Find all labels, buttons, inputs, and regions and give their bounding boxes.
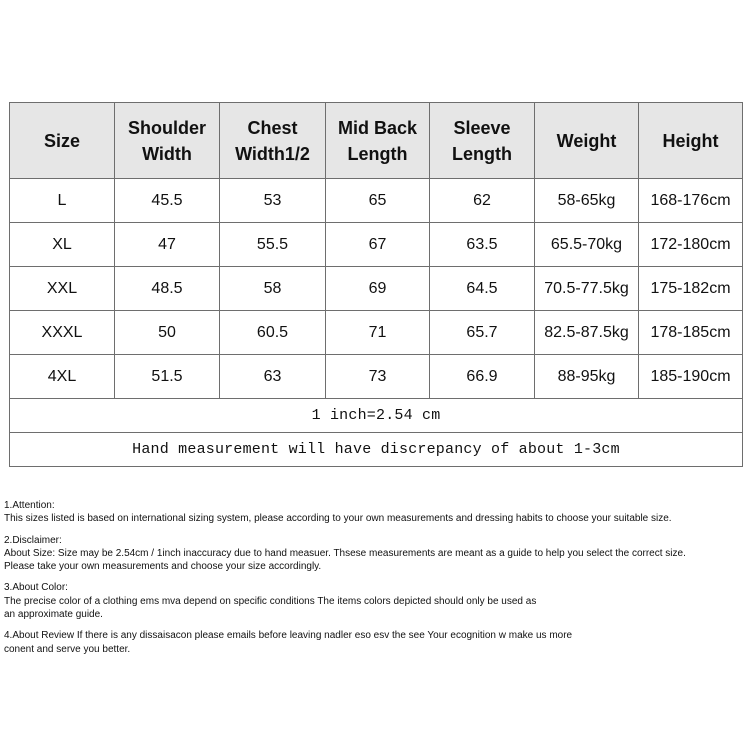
table-cell: L <box>10 179 115 223</box>
header-height: Height <box>639 103 743 179</box>
table-cell: 64.5 <box>430 267 535 311</box>
table-cell: 53 <box>220 179 326 223</box>
table-cell: 70.5-77.5kg <box>535 267 639 311</box>
table-cell: XL <box>10 223 115 267</box>
note-line: Please take your own measurements and choose your size accordingly. <box>4 561 322 573</box>
note-title: 1.Attention: <box>4 500 55 511</box>
table-header-row <box>10 103 743 179</box>
note-line: an approximate guide. <box>4 609 103 621</box>
table-cell: 63.5 <box>430 223 535 267</box>
note-line: The precise color of a clothing ems mva depend on specific conditions The items colors depicted should only be used as <box>4 595 537 607</box>
table-cell: 48.5 <box>115 267 220 311</box>
size-chart-table <box>9 102 743 467</box>
discrepancy-note: Hand measurement will have discrepancy of about 1-3cm <box>10 433 743 467</box>
table-row <box>10 223 743 267</box>
notes-section <box>4 499 748 664</box>
table-cell: 63 <box>220 355 326 399</box>
note-line: This sizes listed is based on international sizing system, please according to your own measurements and dressing habits to choose your suitable size. <box>4 513 672 525</box>
discrepancy-note-row <box>10 433 743 467</box>
table-cell: 185-190cm <box>639 355 743 399</box>
table-cell: 71 <box>326 311 430 355</box>
table-cell: 65.7 <box>430 311 535 355</box>
note-attention <box>4 499 748 526</box>
header-mid-back-length: Mid Back Length <box>326 103 430 179</box>
table-cell: 4XL <box>10 355 115 399</box>
header-chest-width: Chest Width1/2 <box>220 103 326 179</box>
table-row <box>10 267 743 311</box>
table-cell: 58-65kg <box>535 179 639 223</box>
table-cell: 175-182cm <box>639 267 743 311</box>
table-cell: 67 <box>326 223 430 267</box>
note-about-review <box>4 629 748 656</box>
table-cell: 168-176cm <box>639 179 743 223</box>
table-cell: 62 <box>430 179 535 223</box>
header-size: Size <box>10 103 115 179</box>
table-cell: 55.5 <box>220 223 326 267</box>
conversion-note-row <box>10 399 743 433</box>
table-row <box>10 179 743 223</box>
table-cell: XXXL <box>10 311 115 355</box>
table-cell: 69 <box>326 267 430 311</box>
table-cell: 45.5 <box>115 179 220 223</box>
note-line: conent and serve you better. <box>4 643 131 655</box>
header-shoulder-width: Shoulder Width <box>115 103 220 179</box>
note-line: About Size: Size may be 2.54cm / 1inch inaccuracy due to hand measuer. Thsese measurements are meant as a guide to help you select the correct size. <box>4 547 686 559</box>
table-cell: 88-95kg <box>535 355 639 399</box>
table-cell: 60.5 <box>220 311 326 355</box>
table-cell: 73 <box>326 355 430 399</box>
table-cell: 50 <box>115 311 220 355</box>
table-cell: 172-180cm <box>639 223 743 267</box>
table-row <box>10 355 743 399</box>
table-cell: 66.9 <box>430 355 535 399</box>
note-about-color <box>4 581 748 621</box>
note-disclaimer <box>4 534 748 574</box>
table-cell: XXL <box>10 267 115 311</box>
conversion-note: 1 inch=2.54 cm <box>10 399 743 433</box>
header-sleeve-length: Sleeve Length <box>430 103 535 179</box>
note-title: 2.Disclaimer: <box>4 534 62 546</box>
table-cell: 58 <box>220 267 326 311</box>
header-weight: Weight <box>535 103 639 179</box>
note-title: 3.About Color: <box>4 582 68 594</box>
table-cell: 82.5-87.5kg <box>535 311 639 355</box>
note-line: 4.About Review If there is any dissaisacon please emails before leaving nadler eso esv the see Your ecognition w make us more <box>4 630 573 642</box>
table-row <box>10 311 743 355</box>
table-cell: 178-185cm <box>639 311 743 355</box>
table-cell: 65 <box>326 179 430 223</box>
table-cell: 51.5 <box>115 355 220 399</box>
table-cell: 47 <box>115 223 220 267</box>
table-cell: 65.5-70kg <box>535 223 639 267</box>
